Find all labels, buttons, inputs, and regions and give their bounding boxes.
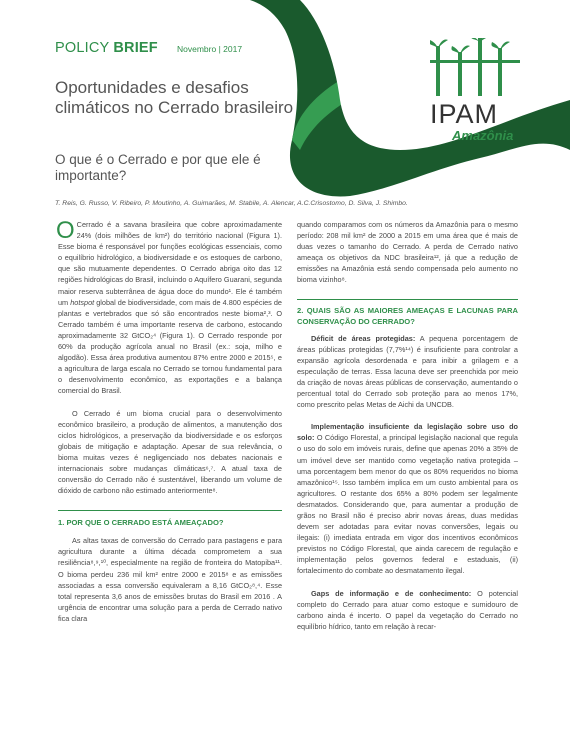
policy-word: POLICY bbox=[55, 40, 110, 56]
protected-areas-text: A pequena porcentagem de áreas públicas protegidas (7,7%¹⁴) é insuficiente para controlar a expansão agrícola desordenada e para inibir a grilagem e a especulação de terras. Essa lacuna deve ser preenchida por meio da criação de novas áreas públicas de conservação, aumentando o percentual total do Cerrado sob proteção para ao menos 17%, como prescrito pelas Metas de Aichi da UNCDB. bbox=[297, 333, 518, 410]
paragraph-importance: O Cerrado é um bioma crucial para o desenvolvimento econômico brasileiro, a produção de alimentos, a manutenção dos ciclos hidrológicos, a preservação da biodiversidade e os esforços globais de mitigação e adaptação. Apesar de sua relevância, o bioma muitas vezes é negligenciado nos debates nacionais e internacionais sobre mudanças climáticas⁶,⁷. A atual taxa de conversão do Cerrado não é sustentável, liberando um volume de dióxido de carbono não estimado anteriormente⁸. bbox=[58, 408, 282, 496]
section-heading-1: 1. POR QUE O CERRADO ESTÁ AMEAÇADO? bbox=[58, 518, 224, 528]
paragraph-knowledge-gaps bbox=[297, 588, 518, 632]
brief-word: BRIEF bbox=[113, 40, 158, 56]
paragraph-threats: As altas taxas de conversão do Cerrado para pastagens e para agricultura durante a última década comprometem a sua resiliência⁸,⁹,¹⁰, especialmente na região de fronteira do Matopiba¹¹. O bioma perdeu 236 mil km² entre 2000 e 2015⁸ e as emissões associadas a essa conversão equivaleram a 8,16 GtCO₂⁸,⁴. Esse total representa 3,6 anos de emissões brutas do Brasil em 2016 . A urgência de encontrar uma solução para a perda de Cerrado nativo fica clara bbox=[58, 536, 282, 623]
paragraph-amazon-comparison: quando comparamos com os números da Amazônia para o mesmo período: 208 mil km² de 2000 a 2015 em uma área que é mais de duas vezes o tamanho do Cerrado. A perda de Cerrado nativo ameaça os objetivos da NDC brasileira¹², já que a redução de emissões na Amazônia está sendo compensada pelo aumento no bioma vizinho⁸. bbox=[297, 220, 518, 285]
document-title: Oportunidades e desafios climáticos no Cerrado brasileiro bbox=[55, 78, 294, 117]
intro-paragraph bbox=[58, 219, 282, 397]
paragraph-protected-areas bbox=[297, 333, 518, 411]
knowledge-gaps-text: O potencial completo do Cerrado para atuar como estoque e sumidouro de carbono ainda é incerto. O papel da vegetação do Cerrado no equilíbrio hídrico, tanto em relação à recar- bbox=[297, 588, 518, 631]
author-list: T. Reis, G. Russo, V. Ribeiro, P. Moutinho, A. Guimarães, M. Stabile, A. Alencar, A.C.Crisostomo, D. Silva, J. Shimbo. bbox=[55, 200, 408, 207]
intro-text-b: global de biodiversidade, com mais de 4.800 espécies de plantas e vertebrados que só são encontrados neste bioma²,³. O Cerrado também é uma importante reserva de carbono, estocando aproximadamente 32 GtCO₂⁴ (Figura 1). O Cerrado responde por 60% da produção agrícola anual no Brasil (ex.: soja, milho e algodão). Essa área produtiva aumentou 87% entre 2000 e 2015⁵, e a agricultura de larga escala no Cerrado se tornou fundamental para o desenvolvimento econômico, as exportações e a balança comercial do Brasil. bbox=[58, 297, 282, 396]
policy-brief-label bbox=[55, 40, 158, 56]
drop-cap: O bbox=[56, 217, 75, 244]
palm-trees-logo-icon bbox=[430, 38, 520, 96]
subheading-knowledge-gaps: Gaps de informação e de conhecimento: bbox=[311, 588, 472, 598]
document-subtitle: O que é o Cerrado e por que ele é importante? bbox=[55, 152, 261, 183]
paragraph-legislation bbox=[297, 421, 518, 576]
ipam-logo-subtext: Amazônia bbox=[452, 128, 514, 143]
ipam-logo-text: IPAM bbox=[430, 99, 499, 129]
subheading-legislation: Implementação insuficiente da legislação sobre uso do solo: bbox=[297, 422, 518, 443]
issue-date: Novembro | 2017 bbox=[177, 44, 243, 54]
text-column-right bbox=[297, 219, 518, 632]
intro-text-a: Cerrado é a savana brasileira que cobre aproximadamente 24% (dois milhões de km²) do território nacional (Figura 1). Esse bioma é responsável por funções ecológicas essenciais, como o equilíbrio hidrológico, a biodiversidade e os estoques de carbono, que são mutuamente dependentes. O Cerrado abriga oito das 12 regiões hidrológicas do Brasil, incluindo o Aquífero Guarani, segunda maior reserva subterrânea de água doce do mundo¹. Ele é também um bbox=[58, 220, 282, 307]
section-heading-2: 2. QUAIS SÃO AS MAIORES AMEAÇAS E LACUNAS PARA CONSERVAÇÃO DO CERRADO? bbox=[297, 305, 518, 326]
legislation-text: O Código Florestal, a principal legislação nacional que regula o uso do solo em imóveis rurais, define que apenas 20% a 35% de um imóvel deve ser mantido como vegetação nativa protegida – uma porcentagem bem menor do que os 80% requeridos no bioma amazônico¹⁵. Isso também implica em um custo ambiental para os agricultores. O restante dos 65% a 80% podem ser legalmente desmatados. Considerando que, para aumentar a produção de grãos no Brasil não é preciso abrir novas áreas, duas medidas devem ser adotadas para evitar novas conversões, legais ou ilegais: (i) imediata entrada em vigor dos incentivos econômicos previstos no Código Florestal, que ainda carecem de regulação e implementação pelos governos federal e estaduais, (ii) fortalecimento do combate ao desmatamento ilegal. bbox=[297, 433, 518, 576]
hotspot-term: hotspot bbox=[70, 297, 95, 307]
text-column-left bbox=[58, 219, 282, 624]
subheading-protected-areas: Déficit de áreas protegidas: bbox=[311, 333, 416, 343]
